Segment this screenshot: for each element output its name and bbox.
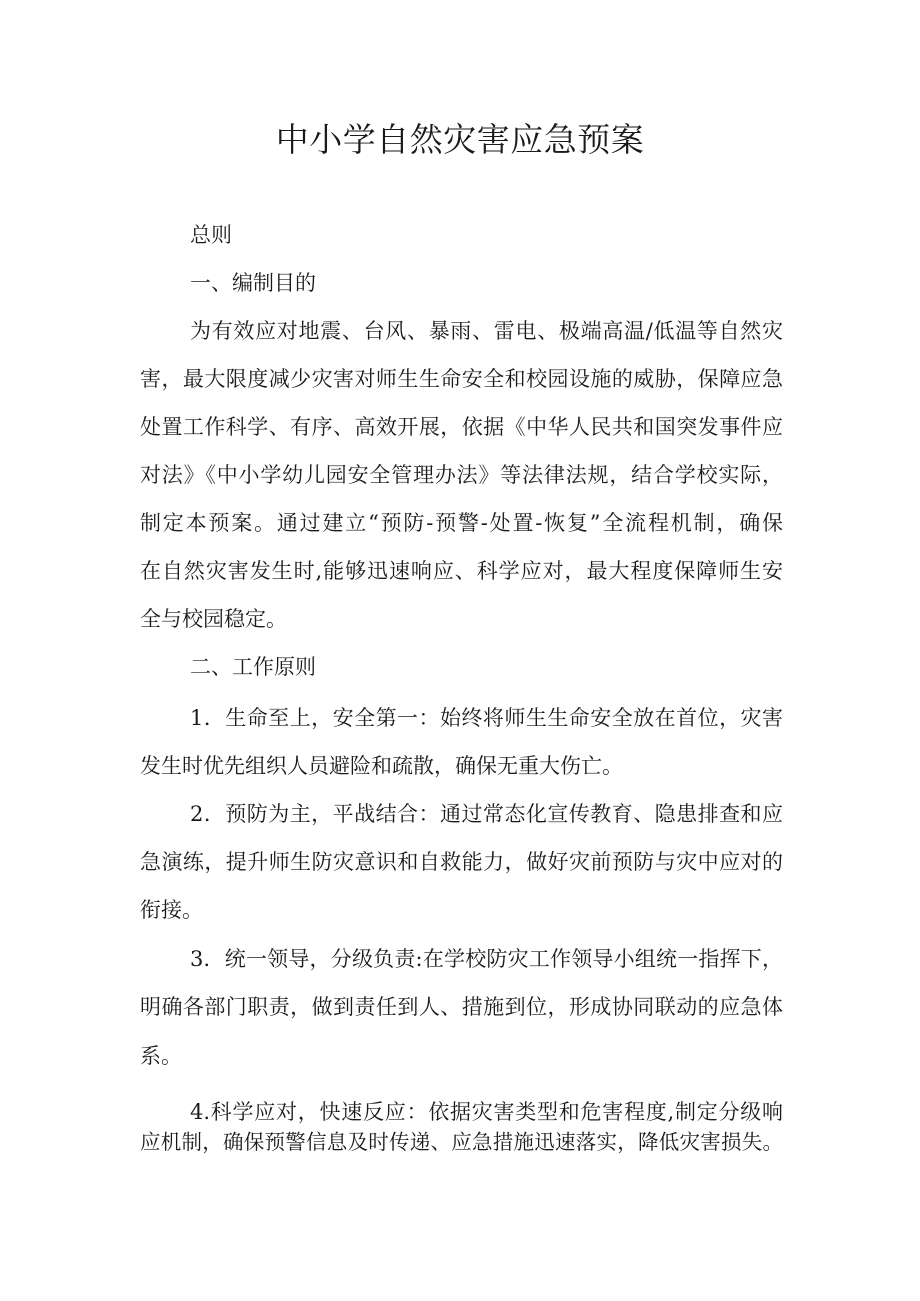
- paragraph-line: 制定本预案。通过建立“预防-预警-处置-恢复”全流程机制，确保: [140, 511, 783, 535]
- principle-line: 应机制，确保预警信息及时传递、应急措施迅速落实，降低灾害损失。: [140, 1130, 783, 1154]
- section-heading-principles: 二、工作原则: [190, 655, 316, 679]
- principle-line: 发生时优先组织人员避险和疏散，确保无重大伤亡。: [140, 754, 623, 778]
- principle-line: 系。: [140, 1044, 182, 1068]
- principle-line: 1．生命至上，安全第一：始终将师生生命安全放在首位，灾害: [190, 706, 783, 730]
- paragraph-line: 对法》《中小学幼儿园安全管理办法》等法律法规，结合学校实际，: [140, 463, 783, 487]
- principle-line: 3．统一领导，分级负责:在学校防灾工作领导小组统一指挥下，: [190, 947, 783, 971]
- paragraph-line: 全与校园稳定。: [140, 607, 287, 631]
- principle-line: 4.科学应对，快速反应：依据灾害类型和危害程度,制定分级响: [190, 1100, 783, 1124]
- principle-line: 急演练，提升师生防灾意识和自救能力，做好灾前预防与灾中应对的: [140, 850, 783, 874]
- paragraph-line: 处置工作科学、有序、高效开展，依据《中华人民共和国突发事件应: [140, 415, 783, 439]
- document-title: 中小学自然灾害应急预案: [275, 120, 645, 159]
- section-heading-purpose: 一、编制目的: [190, 271, 316, 295]
- principle-line: 衔接。: [140, 898, 203, 922]
- paragraph-line: 为有效应对地震、台风、暴雨、雷电、极端高温/低温等自然灾: [190, 319, 783, 343]
- paragraph-line: 在自然灾害发生时,能够迅速响应、科学应对，最大程度保障师生安: [140, 559, 783, 583]
- section-heading-general: 总则: [190, 223, 232, 247]
- paragraph-line: 害，最大限度减少灾害对师生生命安全和校园设施的威胁，保障应急: [140, 367, 783, 391]
- principle-line: 2．预防为主，平战结合：通过常态化宣传教育、隐患排查和应: [190, 802, 783, 826]
- principle-line: 明确各部门职责，做到责任到人、措施到位，形成协同联动的应急体: [140, 995, 783, 1019]
